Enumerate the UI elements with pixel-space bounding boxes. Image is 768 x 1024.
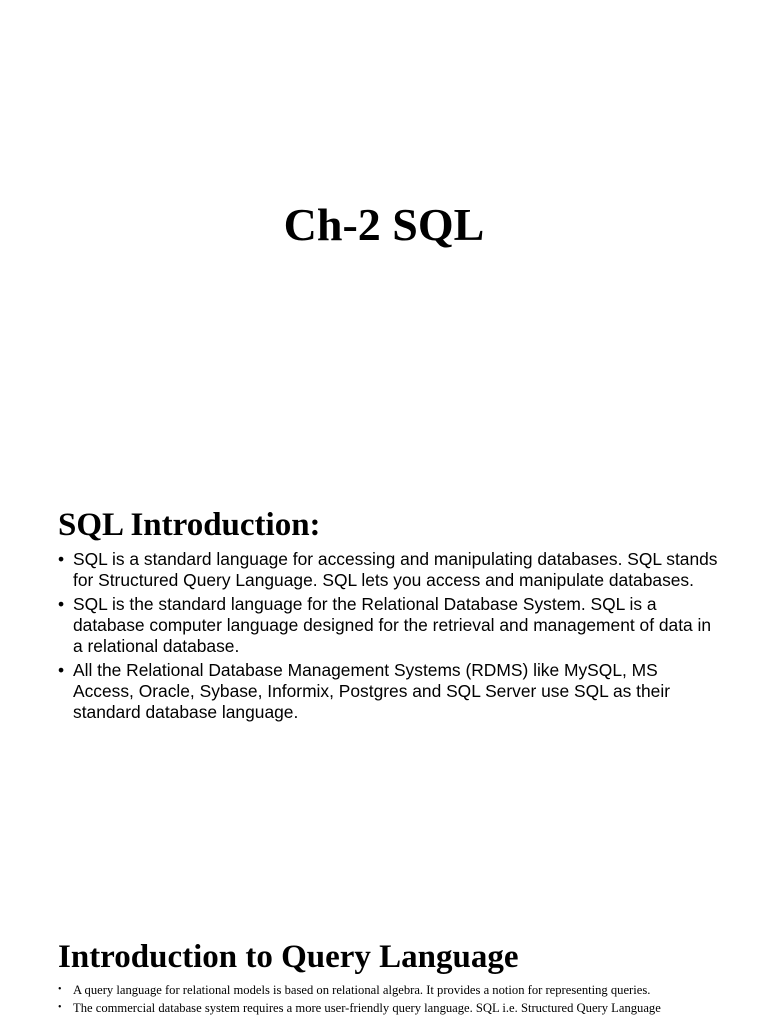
slide-query-language: [0, 860, 768, 1024]
bullet-item: • SQL is a standard language for accessing and manipulating databases. SQL stands for Structured Query Language. SQL lets you access and manipulate databases.: [58, 549, 718, 591]
bullet-item: • A query language for relational models is based on relational algebra. It provides a notion for representing queries.: [58, 982, 708, 998]
bullet-item: • The commercial database system requires a more user-friendly query language. SQL i.e. Structured Query Language: [58, 1000, 708, 1016]
bullet-list: [58, 549, 718, 726]
bullet-list: [58, 982, 708, 1018]
bullet-item: • SQL is the standard language for the Relational Database System. SQL is a database computer language designed for the retrieval and management of data in a relational database.: [58, 594, 718, 657]
slide-heading: SQL Introduction:: [58, 507, 321, 544]
bullet-item: • All the Relational Database Management Systems (RDMS) like MySQL, MS Access, Oracle, Sybase, Informix, Postgres and SQL Server use SQL as their standard database language.: [58, 660, 718, 723]
slide-title: [0, 0, 768, 440]
slide-sql-introduction: [0, 440, 768, 860]
deck-title: Ch-2 SQL: [283, 198, 485, 250]
slide-heading: Introduction to Query Language: [58, 939, 519, 976]
